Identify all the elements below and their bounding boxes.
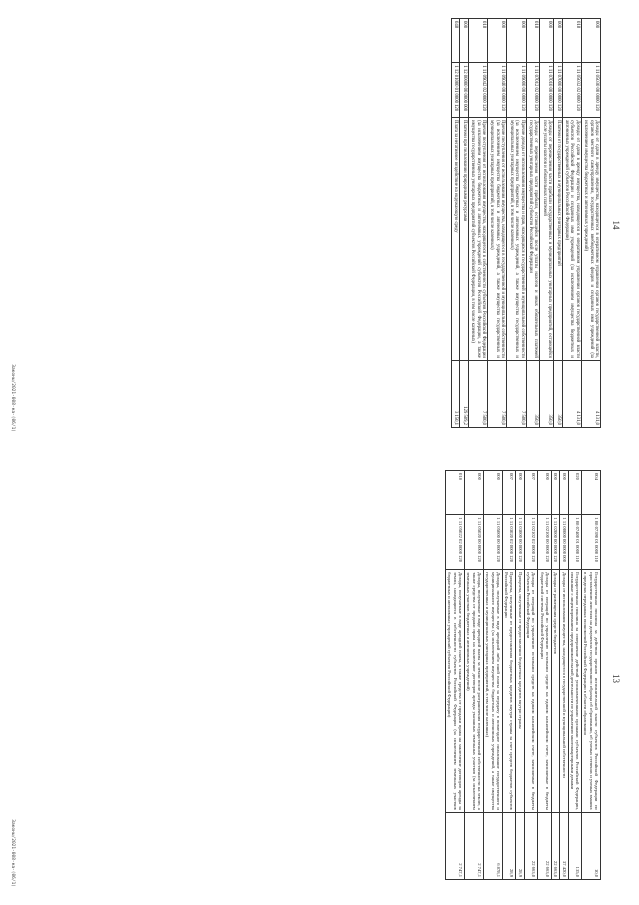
table-row xyxy=(468,19,487,428)
revenue-name: Доходы от использования имущества, находящегося в государственной и муниципальной собственности xyxy=(560,570,568,813)
revenue-table xyxy=(445,470,601,880)
amount: 350,0 xyxy=(540,360,554,427)
amount: 28,9 xyxy=(502,812,516,879)
kbk-code: 1 11 05000 00 0000 120 xyxy=(483,515,502,570)
table-row xyxy=(488,19,507,428)
admin-code: 007 xyxy=(524,471,538,515)
table-row xyxy=(551,471,559,880)
amount: 129 509,2 xyxy=(460,360,468,427)
kbk-code: 1 11 03000 00 0000 120 xyxy=(516,515,524,570)
kbk-code: 1 12 00000 00 0000 000 xyxy=(460,63,468,118)
kbk-code: 1 11 05032 02 0000 120 xyxy=(562,63,581,118)
revenue-name: Доходы от перечисления части прибыли, остающейся после уплаты налогов и иных обязательных платежей государственных унитарных предприятий субъектов Российской Федерации xyxy=(526,118,540,361)
table-row xyxy=(562,19,581,428)
table-row xyxy=(502,471,516,880)
admin-code: 018 xyxy=(562,19,581,63)
kbk-code: 1 11 09042 02 0000 120 xyxy=(468,63,487,118)
table-row xyxy=(465,471,484,880)
kbk-code: 1 11 03020 02 0000 120 xyxy=(502,515,516,570)
admin-code: 018 xyxy=(526,19,540,63)
admin-code: 007 xyxy=(502,471,516,515)
kbk-code: 1 08 07390 01 0000 110 xyxy=(582,515,601,570)
admin-code: 018 xyxy=(468,19,487,63)
amount: 7 500,0 xyxy=(507,360,526,427)
kbk-code: 1 11 02000 00 0000 120 xyxy=(551,515,559,570)
amount: 28,9 xyxy=(516,812,524,879)
footer-code: Законы/2021-008-на-(06/1) xyxy=(10,819,15,887)
table-row xyxy=(554,19,562,428)
page-number: 14 xyxy=(611,220,621,230)
admin-code: 000 xyxy=(581,19,600,63)
table-row xyxy=(581,19,600,428)
page-13 xyxy=(0,452,639,905)
amount: 350,0 xyxy=(554,360,562,427)
kbk-code: 1 11 05022 02 0000 120 xyxy=(446,515,465,570)
kbk-code: 1 11 05020 00 0000 120 xyxy=(465,515,484,570)
amount: 10,0 xyxy=(582,812,601,879)
admin-code: 000 xyxy=(516,471,524,515)
admin-code: 000 xyxy=(483,471,502,515)
amount: 22 663,0 xyxy=(538,812,552,879)
revenue-name: Государственная пошлина за совершение действий уполномоченными органами субъектов Российской Федерации, связанные с лицензированием предпринимательской деятельности по управлению многоквартирными домами xyxy=(568,570,582,813)
admin-code: 000 xyxy=(551,471,559,515)
revenue-name: Прочие доходы от использования имущества и прав, находящихся в государственной и муниципальной собственности (за исключением имущества бюджетных и автономных учреждений, а также имущества государственных и муниципальных унитарных предприятий, в том числе казенных) xyxy=(507,118,526,361)
revenue-name: Доходы от размещения средств бюджетов xyxy=(551,570,559,813)
revenue-name: Прочие поступления от использования имущества, находящегося в государственной и муниципальной собственности (за исключением имущества бюджетных и автономных учреждений, а также имущества государственных и муниципальных унитарных предприятий, в том числе казенных) xyxy=(488,118,507,361)
kbk-code: 1 11 07000 00 0000 120 xyxy=(554,63,562,118)
revenue-name: Доходы, получаемые в виде арендной платы, а также средства от продажи права на заключение договоров аренды за земли, находящиеся в собственности субъектов Российской Федерации (за исключением земельных участков бюджетных и автономных учреждений субъектов Российской Федерации) xyxy=(446,570,465,813)
revenue-name: Плата за негативное воздействие на окружающую среду xyxy=(452,118,460,361)
kbk-code: 1 12 01000 01 0000 120 xyxy=(452,63,460,118)
amount: 4 131,0 xyxy=(562,360,581,427)
table-row xyxy=(507,19,526,428)
page-14 xyxy=(0,0,639,450)
table-row xyxy=(460,19,468,428)
table-row xyxy=(540,19,554,428)
revenue-name: Доходы, получаемые в виде арендной либо иной платы за передачу в возмездное пользование государственного и муниципального имущества (за исключением имущества бюджетных и автономных учреждений, а также имущества государственных и муниципальных унитарных предприятий, в том числе казенных) xyxy=(483,570,502,813)
amount: 6 878,1 xyxy=(483,812,502,879)
amount: 350,0 xyxy=(526,360,540,427)
table-row xyxy=(524,471,538,880)
kbk-code: 1 11 05030 00 0000 120 xyxy=(581,63,600,118)
kbk-code: 1 11 02100 00 0000 120 xyxy=(538,515,552,570)
revenue-name: Прочие поступления от использования имущества, находящегося в собственности субъектов Российской Федерации (за исключением имущества бюджетных и автономных учреждений субъектов Российской Федерации, а также имущества государственных унитарных предприятий субъектов Российской Федерации, в том числе казенных) xyxy=(468,118,487,361)
admin-code: 018 xyxy=(446,471,465,515)
table-row xyxy=(568,471,582,880)
revenue-name: Доходы от сдачи в аренду имущества, находящегося в оперативном управлении органов государственной власти субъектов Российской Федерации и созданных ими учреждений (за исключением имущества бюджетных и автономных учреждений субъектов Российской Федерации) xyxy=(562,118,581,361)
kbk-code: 1 11 09000 00 0000 120 xyxy=(507,63,526,118)
kbk-code: 1 11 07012 02 0000 120 xyxy=(526,63,540,118)
table-row xyxy=(526,19,540,428)
amount: 22 663,0 xyxy=(551,812,559,879)
table-row xyxy=(446,471,465,880)
revenue-name: Доходы от перечисления части прибыли государственных и муниципальных унитарных предприятий, остающейся после уплаты налогов и обязательных платежей xyxy=(540,118,554,361)
revenue-name: Платежи при пользовании природными ресурсами xyxy=(460,118,468,361)
admin-code: 004 xyxy=(582,471,601,515)
admin-code: 000 xyxy=(507,19,526,63)
table-row xyxy=(516,471,524,880)
revenue-name: Проценты, полученные от предоставления бюджетных кредитов внутри страны за счет средств бюджетов субъектов Российской Федерации xyxy=(502,570,516,813)
amount: 22 663,0 xyxy=(524,812,538,879)
amount: 3 150,1 xyxy=(452,360,460,427)
table-row xyxy=(582,471,601,880)
table-row xyxy=(538,471,552,880)
table-row xyxy=(483,471,502,880)
admin-code: 000 xyxy=(465,471,484,515)
revenue-name: Доходы от сдачи в аренду имущества, находящегося в оперативном управлении органов государственной власти, органов местного самоуправления, государственных внебюджетных фондов и созданных ими учреждений (за исключением имущества бюджетных и автономных учреждений) xyxy=(581,118,600,361)
admin-code: 000 xyxy=(538,471,552,515)
revenue-name: Доходы от операций по управлению остатками средств на едином казначейском счете, зачисляемые в бюджеты субъектов Российской Федерации xyxy=(524,570,538,813)
revenue-name: Платежи от государственных и муниципальных унитарных предприятий xyxy=(554,118,562,361)
admin-code: 000 xyxy=(554,19,562,63)
amount: 2 747,1 xyxy=(446,812,465,879)
kbk-code: 1 11 00000 00 0000 000 xyxy=(560,515,568,570)
footer-code: Законы/2021-008-на-(06/1) xyxy=(10,364,15,432)
kbk-code: 1 11 07010 00 0000 120 xyxy=(540,63,554,118)
amount: 7 500,0 xyxy=(488,360,507,427)
admin-code: 000 xyxy=(540,19,554,63)
admin-code: 020 xyxy=(568,471,582,515)
amount: 4 131,0 xyxy=(581,360,600,427)
amount: 135,0 xyxy=(568,812,582,879)
kbk-code: 1 08 07400 01 0000 110 xyxy=(568,515,582,570)
revenue-name: Государственная пошлина за действия органов исполнительной власти субъектов Российской Федерации по проставлению апостиля на документах государственного образца об образовании, об ученых степенях и ученых званиях в пределах переданных полномочий Российской Федерации в области образования xyxy=(582,570,601,813)
revenue-name: Доходы, получаемые в виде арендной платы за земли после разграничения государственной собственности на землю, а также средства от продажи права на заключение договоров аренды указанных земельных участков (за исключением земельных участков бюджетных и автономных учреждений) xyxy=(465,570,484,813)
revenue-table xyxy=(451,18,601,428)
amount: 37 420,0 xyxy=(560,812,568,879)
amount: 7 500,0 xyxy=(468,360,487,427)
admin-code: 000 xyxy=(488,19,507,63)
amount: 2 747,1 xyxy=(465,812,484,879)
page-number: 13 xyxy=(611,674,621,683)
kbk-code: 1 11 02102 02 0000 120 xyxy=(524,515,538,570)
admin-code: 048 xyxy=(452,19,460,63)
revenue-name: Доходы от операций по управлению остатками средств на едином казначейском счете, зачисляемые в бюджеты бюджетной системы Российской Федерации xyxy=(538,570,552,813)
table-row xyxy=(452,19,460,428)
table-row xyxy=(560,471,568,880)
admin-code: 000 xyxy=(560,471,568,515)
admin-code: 000 xyxy=(460,19,468,63)
kbk-code: 1 11 09040 00 0000 120 xyxy=(488,63,507,118)
revenue-name: Проценты, полученные от предоставления бюджетных кредитов внутри страны xyxy=(516,570,524,813)
